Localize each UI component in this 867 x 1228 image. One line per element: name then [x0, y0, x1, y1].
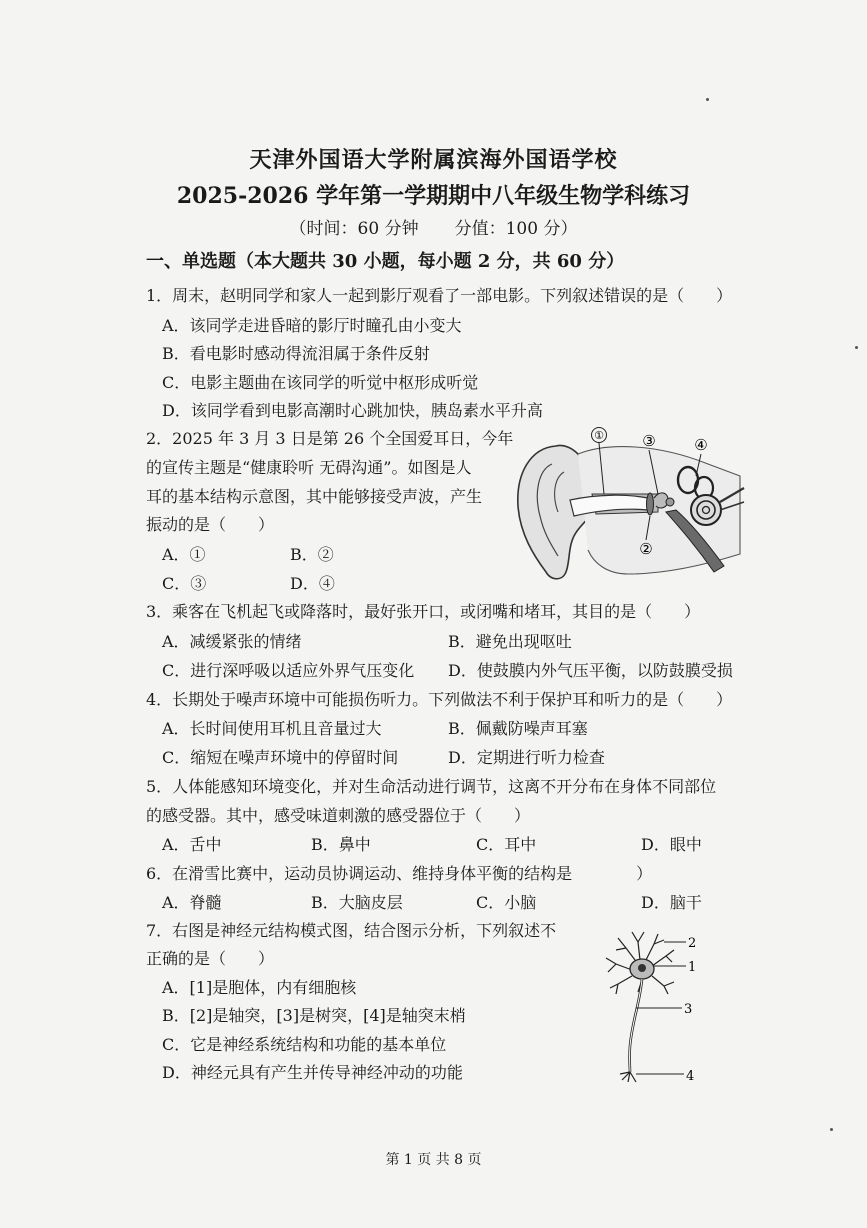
- question-4-option-d: D．定期进行听力检查: [448, 748, 605, 767]
- question-7-option-a: A．[1]是胞体，内有细胞核: [162, 978, 357, 997]
- question-2-option-b: B．②: [290, 545, 334, 564]
- question-3-option-b: B．避免出现呕吐: [448, 632, 572, 651]
- neuron-label-1: 1: [688, 960, 697, 975]
- question-4-option-b: B．佩戴防噪声耳塞: [448, 719, 588, 738]
- question-1-option-a: A．该同学走进昏暗的影厅时瞳孔由小变大: [162, 316, 462, 335]
- exam-title: 2025-2026 学年第一学期期中八年级生物学科练习: [176, 183, 691, 209]
- question-5-option-c: C．耳中: [476, 835, 537, 854]
- question-5-line-2: 的感受器。其中，感受味道刺激的感受器位于（ ）: [146, 806, 531, 825]
- question-2-option-d: D．④: [290, 574, 335, 593]
- question-5-option-d: D．眼中: [641, 835, 702, 854]
- neuron-label-3: 3: [684, 1002, 693, 1017]
- scan-speck: [706, 98, 709, 101]
- neuron-label-2: 2: [688, 936, 697, 951]
- question-4-stem: 4．长期处于噪声环境中可能损伤听力。下列做法不利于保护耳和听力的是（ ）: [146, 690, 733, 709]
- question-3-option-d: D．使鼓膜内外气压平衡，以防鼓膜受损: [448, 661, 733, 680]
- question-2-line-3: 耳的基本结构示意图，其中能够接受声波，产生: [146, 487, 483, 506]
- question-7-line-1: 7．右图是神经元结构模式图，结合图示分析，下列叙述不: [146, 921, 557, 940]
- ear-label-2: ②: [639, 540, 653, 558]
- ear-structure-figure: [508, 424, 746, 590]
- question-6-option-d: D．脑干: [641, 893, 702, 912]
- question-7-option-d: D．神经元具有产生并传导神经冲动的功能: [162, 1063, 463, 1082]
- question-3-option-c: C．进行深呼吸以适应外界气压变化: [162, 661, 415, 680]
- neuron-structure-figure: [598, 922, 702, 1088]
- question-6-option-b: B．大脑皮层: [311, 893, 403, 912]
- page-footer: 第 1 页 共 8 页: [385, 1152, 482, 1168]
- question-3-option-a: A．减缓紧张的情绪: [162, 632, 302, 651]
- question-2-line-4: 振动的是（ ）: [146, 515, 275, 534]
- question-7-line-2: 正确的是（ ）: [146, 949, 275, 968]
- question-2-line-2: 的宣传主题是“健康聆听 无碍沟通”。如图是人: [146, 458, 472, 477]
- question-6-option-a: A．脊髓: [162, 893, 222, 912]
- scan-speck: [830, 1128, 833, 1131]
- ear-label-3: ③: [642, 432, 656, 450]
- section-heading: 一、单选题（本大题共 30 小题，每小题 2 分，共 60 分）: [146, 251, 625, 272]
- question-2-line-1: 2．2025 年 3 月 3 日是第 26 个全国爱耳日，今年: [146, 429, 514, 448]
- ear-label-1: ①: [594, 429, 604, 442]
- question-4-option-a: A．长时间使用耳机且音量过大: [162, 719, 382, 738]
- scan-speck: [855, 346, 858, 349]
- question-5-option-a: A．舌中: [162, 835, 222, 854]
- question-1-option-b: B．看电影时感动得流泪属于条件反射: [162, 344, 430, 363]
- question-2-option-c: C．③: [162, 574, 207, 593]
- question-5-line-1: 5．人体能感知环境变化，并对生命活动进行调节，这离不开分布在身体不同部位: [146, 777, 717, 796]
- question-5-option-b: B．鼻中: [311, 835, 371, 854]
- question-1-option-d: D．该同学看到电影高潮时心跳加快，胰岛素水平升高: [162, 401, 543, 420]
- question-4-option-c: C．缩短在噪声环境中的停留时间: [162, 748, 399, 767]
- exam-info: [0, 214, 867, 239]
- question-3-stem: 3．乘客在飞机起飞或降落时，最好张开口，或闭嘴和堵耳，其目的是（ ）: [146, 602, 701, 621]
- neuron-label-4: 4: [686, 1069, 695, 1084]
- question-1-option-c: C．电影主题曲在该同学的听觉中枢形成听觉: [162, 373, 479, 392]
- question-6-stem: 6．在滑雪比赛中，运动员协调运动、维持身体平衡的结构是 ）: [146, 864, 653, 883]
- exam-time: （时间：60 分钟: [289, 219, 419, 239]
- exam-score: 分值：100 分）: [454, 219, 578, 239]
- question-1-stem: 1．周末，赵明同学和家人一起到影厅观看了一部电影。下列叙述错误的是（ ）: [146, 286, 733, 305]
- ear-label-4: ④: [694, 436, 708, 454]
- question-2-option-a: A．①: [162, 545, 206, 564]
- question-7-option-b: B．[2]是轴突，[3]是树突，[4]是轴突末梢: [162, 1006, 466, 1025]
- question-7-option-c: C．它是神经系统结构和功能的基本单位: [162, 1035, 447, 1054]
- school-name: 天津外国语大学附属滨海外国语学校: [249, 147, 618, 173]
- question-6-option-c: C．小脑: [476, 893, 537, 912]
